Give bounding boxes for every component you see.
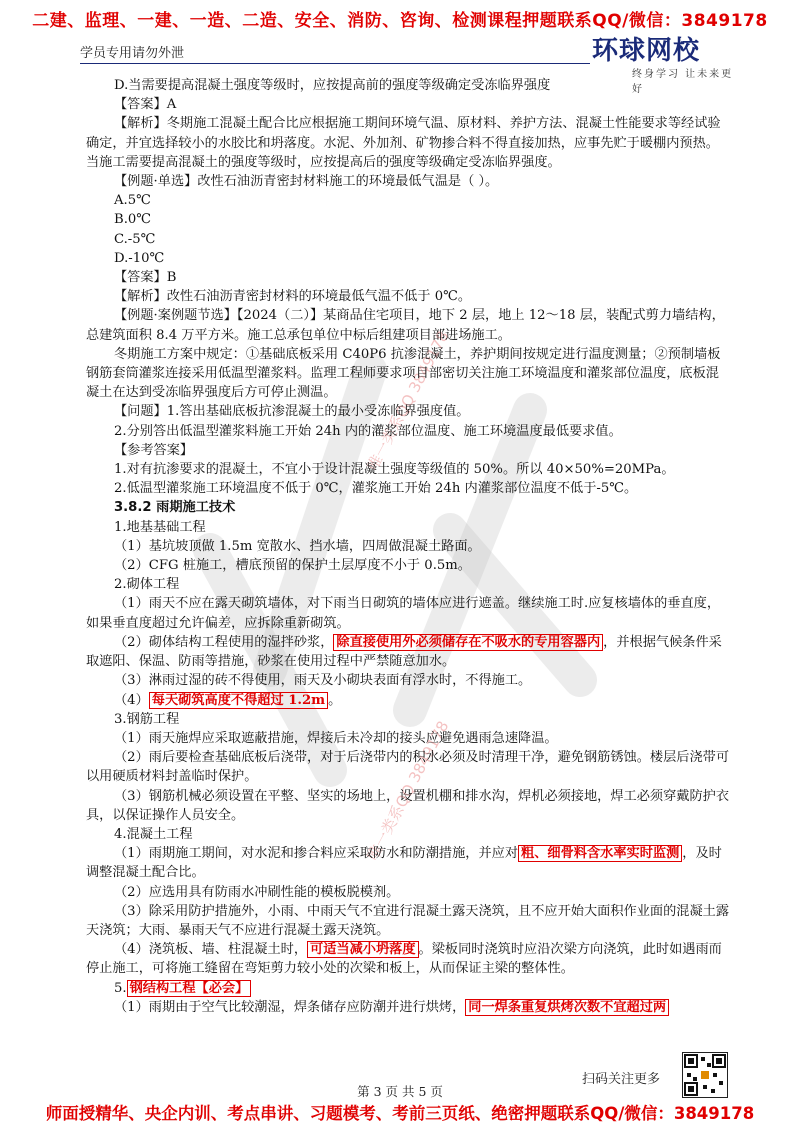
text-line: （2）雨后要检查基础底板后浇带，对于后浇带内的积水必须及时清理干净，避免钢筋锈蚀。楼层后浇带可以用硬质材料封盖临时保护。 [86,750,730,785]
option: C.-5℃ [114,231,156,247]
text-line: （2）应选用具有防雨水冲刷性能的模板脱模剂。 [114,884,400,900]
text-fragment: （2）砌体结构工程使用的湿拌砂浆， [114,634,334,650]
reference-answer: 1.对有抗渗要求的混凝土，不宜小于设计混凝土强度等级值的 50%。所以 40×50%=20MPa。 [114,462,675,478]
text-line: （2）CFG 桩施工，槽底预留的保护土层厚度不小于 0.5m。 [114,558,471,574]
text-line: D.当需要提高混凝土强度等级时，应按提高前的强度等级确定受冻临界强度 [114,78,551,93]
text-line [86,691,732,710]
text-fragment: 5. [114,980,127,996]
highlight: 粗、细骨料含水率实时监测 [518,845,682,862]
analysis: 【解析】冬期施工混凝土配合比应根据施工期间环境气温、原材料、养护方法、混凝土性能要求等经试验确定，并宜选择较小的水胶比和坍落度。水泥、外加剂、矿物掺合料不得直接加热，应事先贮于暖棚内预热。当施工需要提高混凝土的强度等级时，应按提高后的强度等级确定受冻临界强度。 [86,116,721,170]
logo-text: 环球网校 [592,36,701,66]
text-line [86,633,732,671]
case-text: 冬期施工方案中规定：①基础底板采用 C40P6 抗渗混凝土，养护期间按规定进行温度测量；②预制墙板钢筋套筒灌浆连接采用低温型灌浆料。监理工程师要求项目部密切关注施工环境温度和灌浆部位温度，底板混凝土在达到受冻临界强度后方可停止测温。 [86,346,721,401]
problem: 2.分别答出低温型灌浆料施工开始 24h 内的灌浆部位温度、施工环境温度最低要求值。 [114,423,622,439]
option: D.-10℃ [114,250,165,266]
scan-note: 扫码关注更多 [582,1072,661,1087]
text-fragment: 。梁板同时浇筑时应沿次梁方向浇筑，此时如遇雨而停止施工，可将施工缝留在弯矩剪力较小处的次梁和板上，从而保证主梁的整体性。 [86,942,722,977]
text-line: （1）基坑坡顶做 1.5m 宽散水、挡水墙，四周做混凝土路面。 [114,538,481,554]
text-fragment: 。 [328,692,342,708]
header-note: 学员专用请勿外泄 [80,46,185,61]
text-fragment: （4） [114,692,149,708]
subheading [86,979,732,998]
highlight: 可适当减小坍落度 [307,941,419,958]
text-line: （1）雨天不应在露天砌筑墙体，对下雨当日砌筑的墙体应进行遮盖。继续施工时.应复核墙体的垂直度，如果垂直度超过允许偏差，应拆除重新砌筑。 [86,596,721,631]
text-fragment: （4）浇筑板、墙、柱混凝土时， [114,942,308,958]
option: B.0℃ [114,212,152,228]
text-line [86,940,732,978]
highlight: 同一焊条重复烘烤次数不宜超过两 [465,999,669,1016]
header-divider [80,63,590,64]
page-number: 第 3 页 共 5 页 [357,1084,443,1099]
answer: 【答案】A [114,97,177,113]
text-line: （3）除采用防护措施外，小雨、中雨天气不宜进行混凝土露天浇筑，且不应开始大面积作业面的混凝土露天浇筑；大雨、暴雨天气不应进行混凝土露天浇筑。 [86,903,730,938]
top-banner: 二建、监理、一建、一造、二造、安全、消防、咨询、检测课程押题联系QQ/微信：3849178 [32,11,768,31]
text-line [86,844,732,882]
subheading: 2.砌体工程 [114,577,180,593]
text-fragment: （1）雨期由于空气比较潮湿，焊条储存应防潮并进行烘烤， [114,999,466,1015]
question: 【例题·单选】改性石油沥青密封材料施工的环境最低气温是（ ）。 [114,174,499,190]
text-line: （3）淋雨过湿的砖不得使用，雨天及小砌块表面有浮水时，不得施工。 [114,673,532,689]
text-line: （3）钢筋机械必须设置在平整、坚实的场地上，设置机棚和排水沟，焊机必须接地，焊工必须穿戴防护衣具，以保证操作人员安全。 [86,788,730,823]
logo-slogan: 终身学习 让未来更好 [632,69,734,95]
subheading: 4.混凝土工程 [114,826,193,842]
problem: 【问题】1.答出基础底板抗渗混凝土的最小受冻临界强度值。 [114,404,470,420]
document-body [86,76,732,1017]
subheading: 3.钢筋工程 [114,711,180,727]
text-fragment: （1）雨期施工期间，对水泥和掺合料应采取防水和防潮措施，并应对 [114,846,519,862]
reference-answer: 2.低温型灌浆施工环境温度不低于 0℃，灌浆施工开始 24h 内灌浆部位温度不低于-5℃。 [114,481,638,497]
case-question: 【例题·案例题节选】【2024（二）】某商品住宅项目，地下 2 层，地上 12～18 层，装配式剪力墙结构，总建筑面积 8.4 万平方米。施工总承包单位中标后组建项目部进场施工。 [86,308,725,343]
text-fragment: ，及时调整混凝土配合比。 [86,846,722,881]
answer: 【答案】B [114,270,177,286]
text-fragment: ，并根据气候条件采取遮阳、保温、防雨等措施，砂浆在使用过程中严禁随意加水。 [86,634,722,670]
watermark-text: 唯一类系QQ 3849178 [363,717,453,864]
subheading: 1.地基基础工程 [114,519,206,535]
highlight: 除直接使用外必须储存在不吸水的专用容器内 [333,634,603,651]
reference-answer-heading: 【参考答案】 [114,442,194,458]
text-line: （1）雨天施焊应采取遮蔽措施，焊接后未冷却的接头应避免遇雨急速降温。 [114,730,558,746]
text-line [86,998,732,1017]
watermark-text: 唯一类系QQ 3849178 [363,327,453,474]
highlight: 每天砌筑高度不得超过 1.2m [149,692,328,709]
bottom-banner: 师面授精华、央企内训、考点串讲、习题模考、考前三页纸、绝密押题联系QQ/微信：3849178 [45,1104,755,1123]
section-heading: 3.8.2 雨期施工技术 [114,500,236,516]
analysis: 【解析】改性石油沥青密封材料的环境最低气温不低于 0℃。 [114,289,472,305]
option: A.5℃ [114,193,151,209]
highlight: 钢结构工程【必会】 [127,980,252,997]
